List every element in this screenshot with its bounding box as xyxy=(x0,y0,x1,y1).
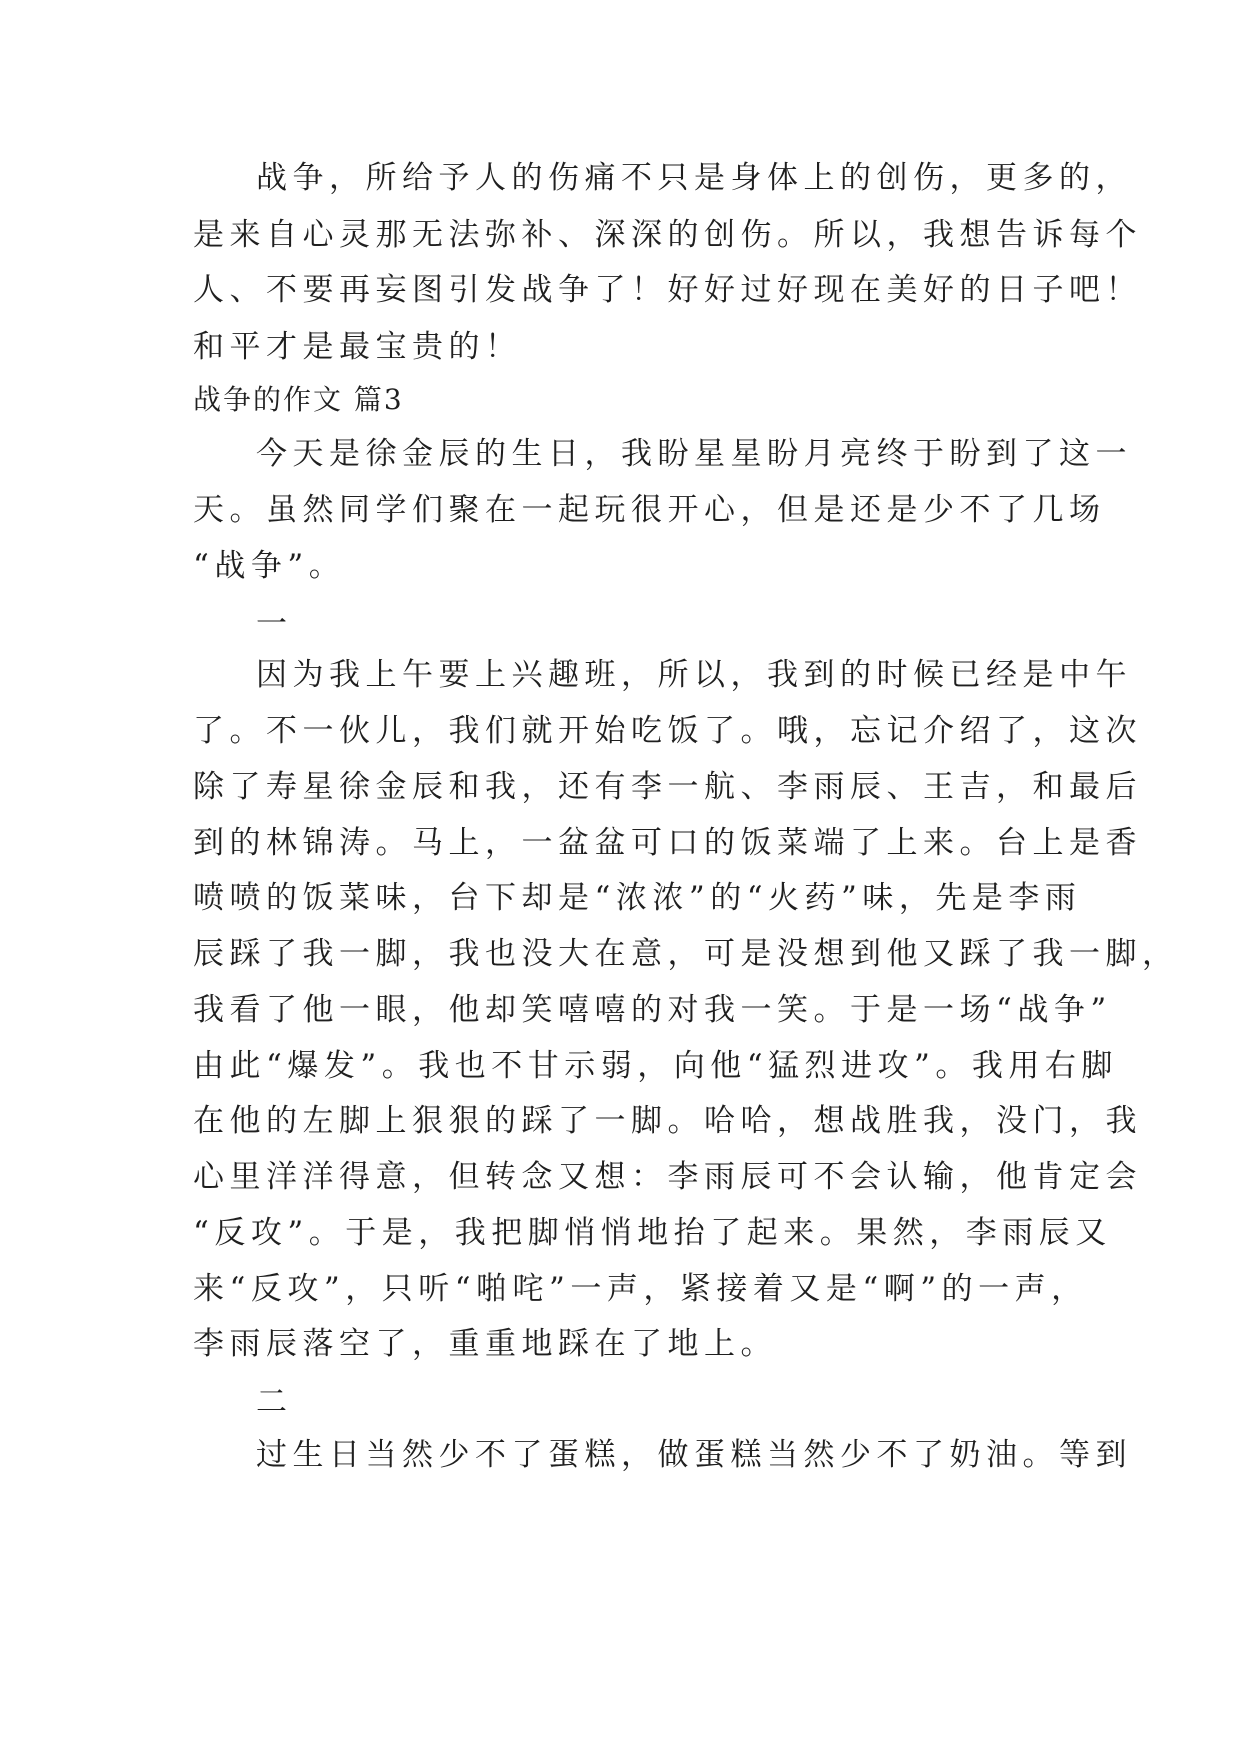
paragraph-line: 战争，所给予人的伤痛不只是身体上的创伤，更多的， xyxy=(256,160,1132,196)
paragraph-line: 了。不一伙儿，我们就开始吃饭了。哦，忘记介绍了，这次 xyxy=(193,713,1142,749)
section-number: 二 xyxy=(256,1384,293,1420)
section-heading: 战争的作文 篇3 xyxy=(193,383,404,416)
paragraph-line: 人、不要再妄图引发战争了！好好过好现在美好的日子吧！ xyxy=(193,272,1142,308)
paragraph-line: 由此“爆发”。我也不甘示弱，向他“猛烈进攻”。我用右脚 xyxy=(193,1048,1118,1084)
paragraph-line: 喷喷的饭菜味，台下却是“浓浓”的“火药”味，先是李雨 xyxy=(193,880,1082,916)
paragraph-line: 来“反攻”，只听“啪咤”一声，紧接着又是“啊”的一声， xyxy=(193,1271,1088,1307)
paragraph-line: 我看了他一眼，他却笑嘻嘻的对我一笑。于是一场“战争” xyxy=(193,992,1112,1028)
paragraph-line: “反攻”。于是，我把脚悄悄地抬了起来。果然，李雨辰又 xyxy=(193,1215,1112,1251)
paragraph-line: 是来自心灵那无法弥补、深深的创伤。所以，我想告诉每个 xyxy=(193,217,1142,253)
paragraph-line: 心里洋洋得意，但转念又想：李雨辰可不会认输，他肯定会 xyxy=(193,1159,1142,1195)
paragraph-line: 到的林锦涛。马上，一盆盆可口的饭菜端了上来。台上是香 xyxy=(193,825,1142,861)
paragraph-line: 因为我上午要上兴趣班，所以，我到的时候已经是中午 xyxy=(256,657,1132,693)
paragraph-line: 李雨辰落空了，重重地踩在了地上。 xyxy=(193,1326,777,1362)
section-number: 一 xyxy=(256,606,293,642)
paragraph-line: “战争”。 xyxy=(193,548,346,584)
paragraph-line: 过生日当然少不了蛋糕，做蛋糕当然少不了奶油。等到 xyxy=(256,1437,1132,1473)
paragraph-line: 除了寿星徐金辰和我，还有李一航、李雨辰、王吉，和最后 xyxy=(193,769,1142,805)
paragraph-line: 和平才是最宝贵的！ xyxy=(193,329,522,365)
paragraph-line: 辰踩了我一脚，我也没大在意，可是没想到他又踩了我一脚， xyxy=(193,936,1179,972)
paragraph-line: 今天是徐金辰的生日，我盼星星盼月亮终于盼到了这一 xyxy=(256,436,1132,472)
paragraph-line: 天。虽然同学们聚在一起玩很开心，但是还是少不了几场 xyxy=(193,492,1106,528)
paragraph-line: 在他的左脚上狠狠的踩了一脚。哈哈，想战胜我，没门，我 xyxy=(193,1103,1142,1139)
